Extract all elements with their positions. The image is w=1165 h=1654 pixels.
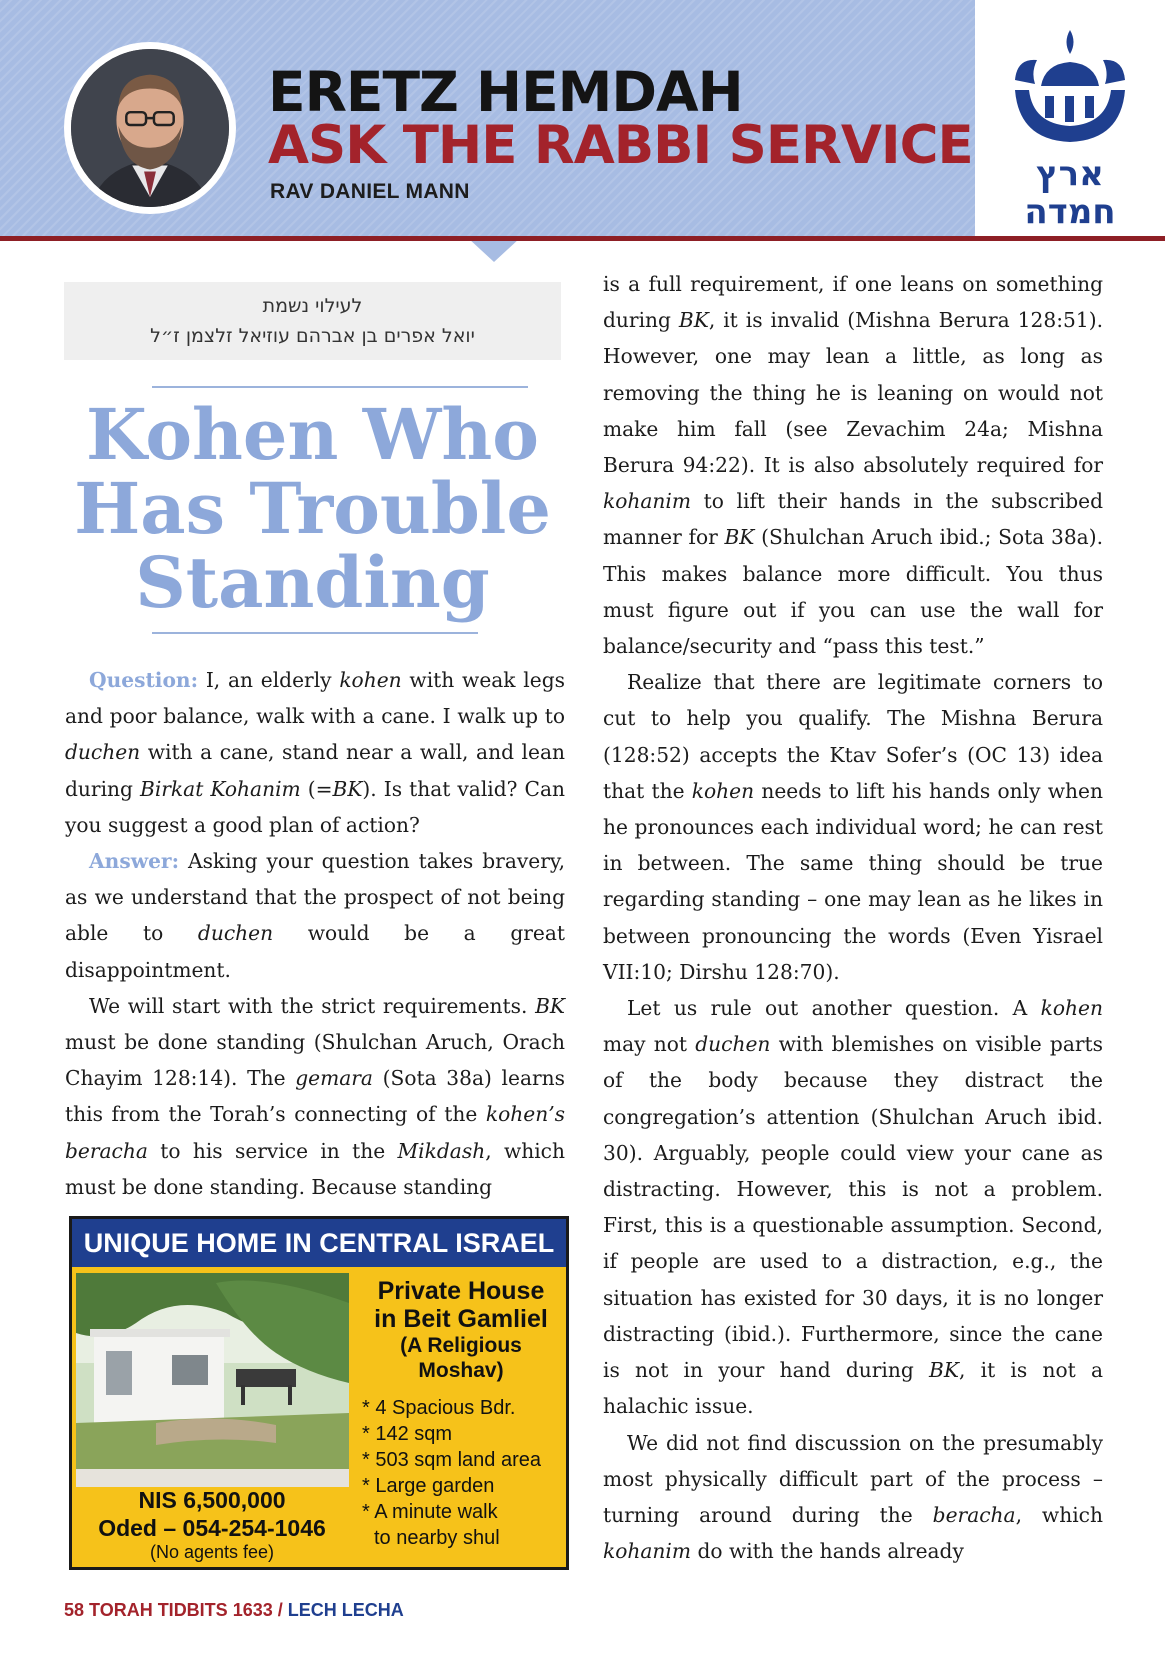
title-rule-bottom xyxy=(152,632,478,634)
dedication-box xyxy=(64,282,561,360)
header-notch xyxy=(468,238,520,262)
brand-title: ERETZ HEMDAH xyxy=(268,60,743,124)
ad-feature-item: * A minute walk xyxy=(362,1501,498,1523)
ad-contact: Oded – 054-254-1046 xyxy=(98,1515,326,1541)
title-line-3: Standing xyxy=(135,541,490,624)
ad-feature-item: * Large garden xyxy=(362,1475,495,1497)
ad-house-line-1: Private House xyxy=(377,1277,545,1305)
body-paragraph-3: Realize that there are legitimate corners to cut to help you qualify. The Mishna Berura (128:52) accepts the Ktav Sofer’s (OC 13) idea that the kohen needs to lift his hands only when he pronounces each individual word; he can rest in between. The same thing should be true regarding standing – one may lean as he likes in between pronouncing the words (Even Yisrael VII:10; Dirshu 128:70). xyxy=(603,670,1103,984)
page-footer xyxy=(64,1600,404,1621)
ad-price: NIS 6,500,000 xyxy=(138,1487,286,1513)
real-estate-ad xyxy=(69,1216,569,1570)
ad-feature-item: * 503 sqm land area xyxy=(362,1449,542,1471)
dedication-line-1: לעילוי נשמת xyxy=(262,295,363,317)
answer-label: Answer: xyxy=(89,849,180,874)
body-paragraph-4: Let us rule out another question. A kohen may not duchen with blemishes on visible parts of the body because they distract the congregation’s attention (Shulchan Aruch ibid. 30). Arguably, people could view your cane as distracting. However, this is not a problem. First, this is a questionable assumption. Second, if people are used to a distraction, e.g., the situation has existed for 30 days, it is no longer distracting (ibid.). Furthermore, since the cane is not in your hand during BK, it is not a halachic issue. xyxy=(603,996,1103,1419)
footer-issue: 58 TORAH TIDBITS 1633 / xyxy=(64,1600,283,1620)
question-paragraph: Question: I, an elderly kohen with weak legs and poor balance, walk with a cane. I walk up to duchen with a cane, stand near a wall, and lean during Birkat Kohanim (=BK). Is that valid? Can you suggest a good plan of action? xyxy=(65,668,565,837)
ad-feature-continuation: to nearby shul xyxy=(374,1527,500,1549)
ad-feature-item: * 142 sqm xyxy=(362,1423,453,1445)
dedication-line-2: יואל אפרים בן אברהם עוזיאל זלצמן ז״ל xyxy=(150,325,475,347)
answer-paragraph: Answer: Asking your question takes bravery, as we understand that the prospect of not being able to duchen would be a great disappointment. xyxy=(65,849,565,982)
ad-headline: UNIQUE HOME IN CENTRAL ISRAEL xyxy=(72,1219,566,1267)
body-paragraph-2: is a full requirement, if one leans on something during BK, it is invalid (Mishna Berura 128:51). However, one may lean a little, as long as removing the thing he is leaning on would not make him fall (see Zevachim 24a; Mishna Berura 94:22). It is also absolutely required for kohanim to lift their hands in the subscribed manner for BK (Shulchan Aruch ibid.; Sota 38a). This makes balance more difficult. You thus must figure out if you can use the wall for balance/security and “pass this test.” xyxy=(603,272,1104,659)
author-avatar xyxy=(64,42,236,214)
title-rule-top xyxy=(152,386,528,388)
ad-feature-item: * 4 Spacious Bdr. xyxy=(362,1397,516,1419)
ad-note: (No agents fee) xyxy=(149,1542,275,1562)
title-line-2: Has Trouble xyxy=(74,467,551,550)
article-column-right xyxy=(603,266,1103,1569)
ad-feature-list xyxy=(362,1395,572,1551)
article-column-left xyxy=(65,662,565,1205)
body-paragraph-5: We did not find discussion on the presumably most physically difficult part of the process – turning around during the beracha, which kohanim do with the hands already xyxy=(603,1430,1103,1564)
ad-house-line-3: (A Religious xyxy=(400,1334,522,1357)
author-name: RAV DANIEL MANN xyxy=(270,180,470,203)
article-title xyxy=(64,393,561,624)
ad-feature-item-continued xyxy=(362,1525,572,1551)
service-title: ASK THE RABBI SERVICE xyxy=(268,115,973,176)
logo-text-bottom: חמדה xyxy=(1024,192,1116,230)
question-label: Question: xyxy=(89,668,199,692)
body-paragraph-1: We will start with the strict requirements. BK must be done standing (Shulchan Aruch, Orach Chayim 128:14). The gemara (Sota 38a) learns this from the Torah’s connecting of the kohen’s beracha to his service in the Mikdash, which must be done standing. Because standing xyxy=(65,993,566,1199)
title-line-1: Kohen Who xyxy=(86,393,539,476)
footer-parsha: LECH LECHA xyxy=(287,1600,404,1620)
eretz-hemdah-logo xyxy=(995,20,1145,230)
ad-house-line-2: in Beit Gamliel xyxy=(374,1305,548,1333)
ad-house-description xyxy=(355,1277,567,1383)
ad-house-line-4: Moshav) xyxy=(418,1359,504,1382)
logo-text-top: ארץ xyxy=(1036,154,1104,194)
author-portrait-image xyxy=(71,49,229,207)
header-rule xyxy=(0,236,1165,241)
ad-house-photo xyxy=(76,1273,349,1487)
